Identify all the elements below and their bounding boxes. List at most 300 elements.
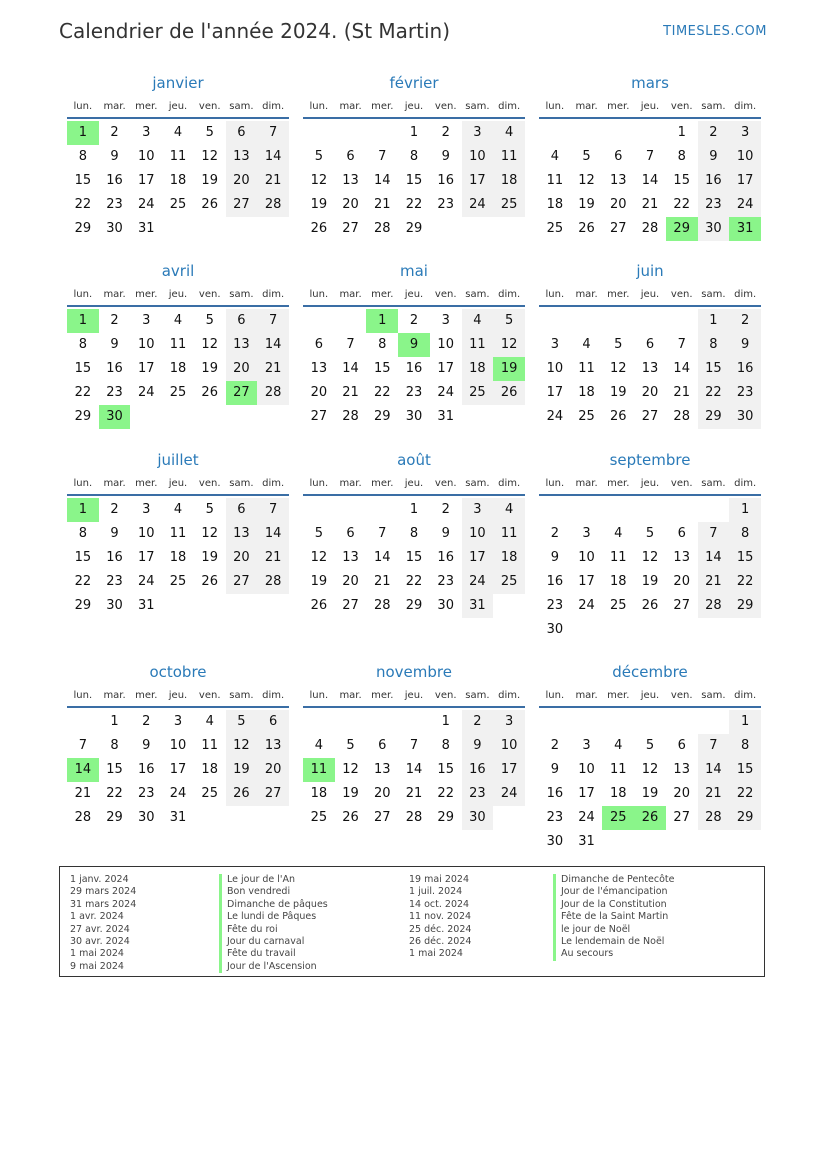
empty-cell: [602, 309, 634, 333]
weekday-header: lun.: [309, 690, 329, 701]
calendar-day: 11: [578, 361, 595, 376]
calendar-day: 11: [610, 762, 627, 777]
calendar-day: 13: [226, 522, 258, 546]
empty-cell: [539, 498, 571, 522]
calendar-day: 16: [437, 173, 454, 188]
legend-entry: 1 mai 2024: [409, 948, 463, 960]
calendar-day: 7: [78, 738, 87, 753]
weekday-header: mar.: [103, 101, 126, 112]
empty-cell: [698, 710, 730, 734]
calendar-day: 2: [462, 710, 494, 734]
calendar-day: 3: [462, 121, 494, 145]
weekday-header: lun.: [73, 478, 93, 489]
calendar-day: 1: [698, 309, 730, 333]
calendar-day: 14: [698, 758, 730, 782]
calendar-day: 18: [169, 173, 187, 188]
month-divider: [303, 117, 525, 119]
calendar-day: 5: [493, 309, 525, 333]
empty-cell: [602, 121, 634, 145]
calendar-day: 18: [610, 574, 627, 589]
calendar-day: 7: [257, 121, 289, 145]
legend-entry: Jour du carnaval: [219, 936, 328, 948]
weekday-header: mar.: [339, 289, 362, 300]
calendar-day: 2: [409, 313, 419, 328]
holiday-day: 19: [493, 357, 525, 381]
empty-cell: [335, 309, 367, 333]
month-name: février: [389, 74, 439, 92]
legend-names-1: [219, 874, 328, 973]
weekday-header: jeu.: [168, 690, 188, 701]
calendar-day: 7: [409, 738, 419, 753]
calendar-day: 31: [437, 409, 454, 424]
calendar-day: 2: [698, 121, 730, 145]
calendar-day: 11: [493, 145, 525, 169]
calendar-day: 3: [493, 710, 525, 734]
empty-cell: [634, 309, 666, 333]
weekday-header: mer.: [371, 478, 394, 489]
weekday-header: lun.: [545, 690, 565, 701]
calendar-day: 5: [226, 710, 258, 734]
calendar-day: 22: [405, 197, 423, 212]
calendar-day: 31: [578, 834, 595, 849]
calendar-day: 28: [257, 570, 289, 594]
calendar-day: 22: [74, 385, 92, 400]
calendar-day: 29: [437, 810, 454, 825]
calendar-day: 7: [346, 337, 355, 352]
calendar-day: 3: [173, 714, 183, 729]
calendar-day: 18: [462, 357, 494, 381]
calendar-day: 19: [578, 197, 595, 212]
calendar-day: 3: [462, 498, 494, 522]
calendar-day: 5: [346, 738, 355, 753]
calendar-day: 1: [409, 125, 419, 140]
month-divider: [67, 305, 289, 307]
calendar-day: 28: [673, 409, 690, 424]
calendar-day: 10: [578, 550, 595, 565]
calendar-day: 24: [169, 786, 187, 801]
calendar-day: 29: [698, 405, 730, 429]
calendar-day: 17: [437, 361, 454, 376]
month-divider: [303, 494, 525, 496]
calendar-day: 2: [110, 502, 119, 517]
empty-cell: [634, 498, 666, 522]
legend-entry: Dimanche de pâques: [219, 899, 328, 911]
empty-cell: [303, 498, 335, 522]
calendar-day: 26: [201, 574, 218, 589]
calendar-day: 4: [582, 337, 591, 352]
month-name: mars: [631, 74, 669, 92]
calendar-day: 25: [169, 574, 187, 589]
calendar-day: 12: [310, 550, 328, 565]
calendar-day: 5: [582, 149, 591, 164]
empty-cell: [335, 710, 367, 734]
calendar-day: 8: [78, 149, 87, 164]
calendar-day: 29: [374, 409, 391, 424]
calendar-day: 25: [493, 193, 525, 217]
calendar-day: 28: [405, 810, 423, 825]
calendar-day: 13: [257, 734, 289, 758]
calendar-day: 13: [342, 173, 359, 188]
calendar-day: 13: [310, 361, 328, 376]
calendar-day: 18: [169, 550, 187, 565]
calendar-day: 20: [310, 385, 328, 400]
calendar-day: 30: [546, 622, 564, 637]
calendar-day: 7: [257, 309, 289, 333]
calendar-day: 4: [550, 149, 559, 164]
month-divider: [539, 706, 761, 708]
calendar-day: 29: [106, 810, 123, 825]
calendar-day: 27: [673, 810, 690, 825]
calendar-day: 19: [342, 786, 359, 801]
calendar-day: 16: [698, 169, 730, 193]
calendar-day: 7: [698, 734, 730, 758]
calendar-day: 13: [374, 762, 391, 777]
calendar-day: 25: [578, 409, 595, 424]
weekday-header: ven.: [198, 101, 221, 112]
weekday-header: ven.: [434, 101, 457, 112]
calendar-day: 5: [645, 738, 655, 753]
legend-entry: 19 mai 2024: [409, 874, 470, 885]
legend-entry: le jour de Noël: [553, 924, 675, 936]
weekday-header: ven.: [434, 690, 457, 701]
calendar-day: 10: [437, 337, 454, 352]
weekday-header: mer.: [135, 478, 158, 489]
calendar-day: 9: [462, 734, 494, 758]
calendar-day: 11: [169, 337, 187, 352]
calendar-day: 4: [205, 714, 214, 729]
month-name: décembre: [612, 663, 688, 681]
page-title: Calendrier de l'année 2024. (St Martin): [59, 19, 451, 43]
calendar-day: 4: [173, 313, 183, 328]
calendar-day: 20: [610, 197, 627, 212]
calendar-day: 26: [493, 381, 525, 405]
month-11: [539, 659, 761, 854]
weekday-header: ven.: [670, 289, 693, 300]
calendar-day: 8: [409, 149, 419, 164]
calendar-day: 4: [462, 309, 494, 333]
calendar-day: 10: [169, 738, 187, 753]
legend-entry: 1 avr. 2024: [70, 911, 124, 923]
calendar-day: 15: [74, 361, 92, 376]
calendar-day: 28: [698, 594, 730, 618]
calendar-day: 19: [641, 574, 659, 589]
calendar-day: 6: [257, 710, 289, 734]
calendar-day: 21: [405, 786, 423, 801]
empty-cell: [571, 309, 603, 333]
calendar-day: 5: [314, 149, 323, 164]
calendar-day: 1: [729, 710, 761, 734]
calendar-day: 17: [578, 574, 595, 589]
calendar-day: 22: [729, 782, 761, 806]
calendar-day: 16: [405, 361, 423, 376]
weekday-header: lun.: [545, 478, 565, 489]
calendar-day: 24: [729, 193, 761, 217]
calendar-day: 11: [493, 522, 525, 546]
legend-entry: 11 nov. 2024: [409, 911, 472, 923]
month-divider: [303, 305, 525, 307]
calendar-day: 29: [74, 409, 92, 424]
calendar-day: 31: [138, 221, 155, 236]
calendar-day: 3: [582, 738, 591, 753]
weekday-header: sam.: [229, 289, 254, 300]
calendar-day: 20: [342, 574, 359, 589]
calendar-day: 7: [698, 522, 730, 546]
calendar-day: 31: [138, 598, 155, 613]
weekday-header: lun.: [309, 478, 329, 489]
calendar-day: 25: [462, 381, 494, 405]
calendar-day: 13: [610, 173, 627, 188]
weekday-header: sam.: [701, 478, 726, 489]
calendar-day: 12: [226, 734, 258, 758]
legend-entry: 9 mai 2024: [70, 960, 124, 972]
calendar-day: 21: [257, 169, 289, 193]
weekday-header: ven.: [198, 289, 221, 300]
calendar-day: 23: [462, 782, 494, 806]
legend-entry: 25 déc. 2024: [409, 923, 472, 935]
legend-entry: Jour de la Constitution: [553, 899, 675, 911]
calendar-day: 27: [226, 570, 258, 594]
holiday-day: 9: [398, 333, 430, 357]
calendar-day: 6: [314, 337, 323, 352]
calendar-day: 18: [310, 786, 328, 801]
calendar-day: 6: [226, 498, 258, 522]
calendar-day: 2: [110, 125, 119, 140]
calendar-day: 3: [142, 313, 151, 328]
calendar-day: 16: [462, 758, 494, 782]
calendar-day: 13: [226, 145, 258, 169]
legend-entry: Fête du travail: [219, 948, 328, 960]
month-divider: [303, 706, 525, 708]
calendar-day: 28: [641, 221, 659, 236]
month-name: novembre: [376, 663, 452, 681]
calendar-day: 29: [405, 598, 423, 613]
calendar-day: 17: [138, 550, 155, 565]
month-name: juillet: [157, 451, 199, 469]
calendar-day: 24: [138, 197, 155, 212]
calendar-day: 16: [437, 550, 454, 565]
calendar-day: 15: [729, 758, 761, 782]
empty-cell: [539, 121, 571, 145]
month-divider: [67, 494, 289, 496]
legend-names-2: [553, 874, 675, 961]
weekday-header: sam.: [701, 101, 726, 112]
calendar-day: 31: [169, 810, 187, 825]
month-5: [539, 258, 761, 429]
weekday-header: mar.: [103, 289, 126, 300]
empty-cell: [666, 710, 698, 734]
weekday-header: mar.: [339, 101, 362, 112]
calendar-day: 30: [462, 806, 494, 830]
calendar-day: 14: [257, 145, 289, 169]
weekday-header: sam.: [465, 690, 490, 701]
calendar-day: 14: [641, 173, 659, 188]
calendar-day: 14: [257, 333, 289, 357]
calendar-day: 13: [673, 550, 690, 565]
calendar-day: 22: [405, 574, 423, 589]
calendar-day: 11: [546, 173, 564, 188]
weekday-header: sam.: [465, 478, 490, 489]
calendar-day: 9: [441, 149, 450, 164]
calendar-day: 21: [641, 197, 659, 212]
month-name: avril: [161, 262, 195, 280]
calendar-day: 20: [374, 786, 391, 801]
calendar-day: 11: [169, 526, 187, 541]
calendar-day: 22: [106, 786, 123, 801]
calendar-day: 14: [257, 522, 289, 546]
legend-entry: Fête du roi: [219, 924, 328, 936]
calendar-day: 8: [378, 337, 387, 352]
calendar-day: 19: [641, 786, 659, 801]
calendar-day: 4: [493, 121, 525, 145]
calendar-day: 18: [493, 169, 525, 193]
month-divider: [539, 305, 761, 307]
calendar-day: 14: [374, 173, 391, 188]
calendar-day: 2: [550, 526, 559, 541]
calendar-day: 14: [698, 546, 730, 570]
calendar-day: 3: [441, 313, 450, 328]
calendar-day: 2: [550, 738, 559, 753]
calendar-day: 28: [374, 598, 391, 613]
calendar-day: 8: [409, 526, 419, 541]
calendar-day: 1: [677, 125, 686, 140]
calendar-day: 25: [310, 810, 328, 825]
calendar-day: 10: [138, 149, 155, 164]
empty-cell: [666, 309, 698, 333]
calendar-day: 18: [610, 786, 627, 801]
calendar-day: 28: [342, 409, 359, 424]
calendar-day: 3: [142, 502, 151, 517]
weekday-header: jeu.: [404, 690, 424, 701]
holiday-day: 31: [729, 217, 761, 241]
weekday-header: dim.: [262, 478, 285, 489]
calendar-day: 18: [201, 762, 218, 777]
weekday-header: sam.: [229, 101, 254, 112]
calendar-day: 23: [546, 810, 564, 825]
calendar-day: 22: [374, 385, 391, 400]
legend-entry: 14 oct. 2024: [409, 898, 470, 910]
calendar-day: 20: [641, 385, 659, 400]
weekday-header: dim.: [734, 289, 757, 300]
calendar-day: 12: [493, 333, 525, 357]
calendar-day: 2: [110, 313, 119, 328]
calendar-day: 4: [614, 738, 623, 753]
weekday-header: dim.: [734, 101, 757, 112]
weekday-header: lun.: [309, 101, 329, 112]
calendar-day: 27: [226, 193, 258, 217]
weekday-header: sam.: [701, 690, 726, 701]
calendar-day: 15: [437, 762, 454, 777]
empty-cell: [303, 121, 335, 145]
calendar-day: 19: [226, 758, 258, 782]
month-10: [303, 659, 525, 830]
month-7: [303, 447, 525, 618]
calendar-day: 30: [106, 598, 123, 613]
empty-cell: [303, 710, 335, 734]
weekday-header: mer.: [607, 101, 630, 112]
calendar-day: 13: [226, 333, 258, 357]
calendar-day: 28: [698, 806, 730, 830]
calendar-day: 1: [729, 498, 761, 522]
empty-cell: [366, 121, 398, 145]
calendar-day: 19: [201, 173, 218, 188]
calendar-day: 19: [201, 361, 218, 376]
calendar-day: 2: [729, 309, 761, 333]
calendar-day: 12: [201, 337, 218, 352]
weekday-header: jeu.: [640, 478, 660, 489]
calendar-day: 21: [374, 574, 391, 589]
calendar-day: 9: [110, 526, 119, 541]
calendar-day: 6: [677, 738, 686, 753]
calendar-day: 23: [729, 381, 761, 405]
weekday-header: mar.: [575, 101, 598, 112]
calendar-day: 16: [729, 357, 761, 381]
weekday-header: dim.: [498, 690, 521, 701]
legend-dates-2: [409, 874, 471, 961]
calendar-day: 16: [106, 361, 123, 376]
calendar-day: 15: [729, 546, 761, 570]
empty-cell: [539, 309, 571, 333]
calendar-day: 27: [257, 782, 289, 806]
calendar-day: 22: [437, 786, 454, 801]
holiday-day: 1: [366, 309, 398, 333]
legend-entry: Le lundi de Pâques: [219, 911, 328, 923]
month-divider: [539, 494, 761, 496]
calendar-day: 12: [342, 762, 359, 777]
calendar-day: 6: [378, 738, 387, 753]
calendar-day: 26: [578, 221, 595, 236]
month-1: [303, 70, 525, 241]
calendar-day: 4: [173, 125, 183, 140]
calendar-day: 10: [546, 361, 564, 376]
legend-entry: Le lendemain de Noël: [553, 936, 675, 948]
weekday-header: jeu.: [168, 101, 188, 112]
calendar-day: 20: [673, 786, 690, 801]
calendar-day: 17: [138, 361, 155, 376]
calendar-day: 11: [462, 333, 494, 357]
legend-entry: Au secours: [553, 948, 675, 960]
calendar-day: 16: [106, 550, 123, 565]
month-name: juin: [636, 262, 664, 280]
calendar-day: 8: [78, 337, 87, 352]
calendar-day: 12: [610, 361, 627, 376]
weekday-header: mar.: [339, 690, 362, 701]
calendar-day: 22: [673, 197, 690, 212]
empty-cell: [634, 710, 666, 734]
calendar-day: 28: [257, 381, 289, 405]
calendar-day: 12: [201, 526, 218, 541]
calendar-day: 28: [374, 221, 391, 236]
weekday-header: mer.: [607, 289, 630, 300]
holiday-day: 27: [226, 381, 258, 405]
calendar-day: 17: [493, 758, 525, 782]
calendar-day: 6: [346, 149, 355, 164]
calendar-day: 23: [138, 786, 155, 801]
brand-link[interactable]: TIMESLES.COM: [663, 24, 767, 39]
calendar-day: 22: [74, 574, 92, 589]
calendar-day: 8: [78, 526, 87, 541]
month-name: octobre: [149, 663, 207, 681]
month-8: [539, 447, 761, 642]
calendar-day: 21: [673, 385, 690, 400]
calendar-day: 21: [374, 197, 391, 212]
calendar-day: 18: [546, 197, 564, 212]
month-4: [303, 258, 525, 429]
calendar-day: 16: [106, 173, 123, 188]
empty-cell: [67, 710, 99, 734]
calendar-day: 24: [462, 570, 494, 594]
calendar-day: 22: [729, 570, 761, 594]
calendar-day: 29: [729, 594, 761, 618]
